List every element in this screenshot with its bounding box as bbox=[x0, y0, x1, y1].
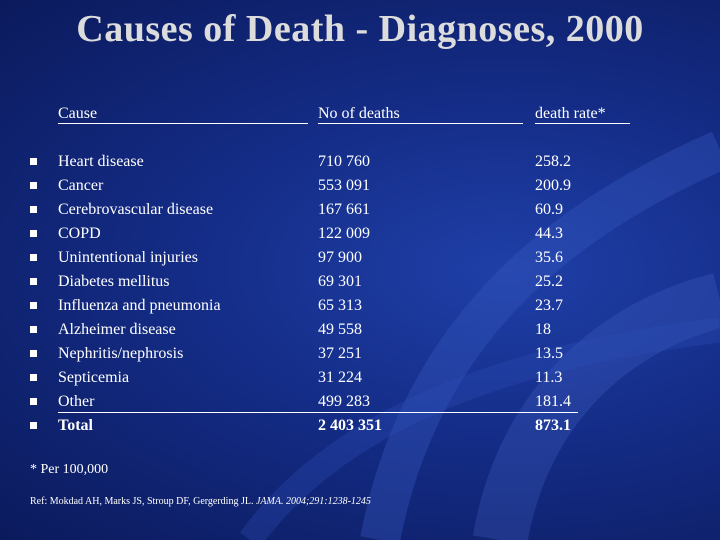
square-bullet-icon bbox=[30, 326, 37, 333]
deaths-cell: 37 251 bbox=[318, 345, 362, 362]
table-row bbox=[0, 200, 720, 224]
rate-cell: 18 bbox=[535, 321, 551, 338]
reference bbox=[30, 496, 371, 507]
rate-cell: 200.9 bbox=[535, 177, 571, 194]
cause-cell: Cerebrovascular disease bbox=[58, 201, 214, 218]
deaths-cell: 553 091 bbox=[318, 177, 370, 194]
rate-cell: 13.5 bbox=[535, 345, 563, 362]
rate-cell: 11.3 bbox=[535, 369, 563, 386]
rate-cell: 25.2 bbox=[535, 273, 563, 290]
square-bullet-icon bbox=[30, 254, 37, 261]
square-bullet-icon bbox=[30, 230, 37, 237]
table-row bbox=[0, 344, 720, 368]
square-bullet-icon bbox=[30, 302, 37, 309]
cause-cell: Other bbox=[58, 392, 318, 413]
rate-cell: 181.4 bbox=[535, 392, 578, 413]
rate-cell: 35.6 bbox=[535, 249, 563, 266]
square-bullet-icon bbox=[30, 206, 37, 213]
table-row bbox=[0, 224, 720, 248]
rate-cell: 258.2 bbox=[535, 153, 571, 170]
square-bullet-icon bbox=[30, 350, 37, 357]
table-row bbox=[0, 176, 720, 200]
reference-authors: Ref: Mokdad AH, Marks JS, Stroup DF, Gergerding JL. bbox=[30, 496, 254, 507]
table-row-total bbox=[0, 416, 720, 440]
reference-journal: JAMA. 2004;291:1238-1245 bbox=[255, 496, 371, 507]
header-cause: Cause bbox=[58, 105, 308, 124]
deaths-cell: 499 283 bbox=[318, 392, 535, 413]
deaths-cell: 122 009 bbox=[318, 225, 370, 242]
deaths-cell: 167 661 bbox=[318, 201, 370, 218]
cause-cell: Alzheimer disease bbox=[58, 321, 176, 338]
table-row bbox=[0, 368, 720, 392]
cause-cell: Nephritis/nephrosis bbox=[58, 345, 184, 362]
rate-cell: 23.7 bbox=[535, 297, 563, 314]
square-bullet-icon bbox=[30, 182, 37, 189]
deaths-cell: 710 760 bbox=[318, 153, 370, 170]
table-row bbox=[0, 248, 720, 272]
header-deaths: No of deaths bbox=[318, 105, 523, 124]
rate-cell: 44.3 bbox=[535, 225, 563, 242]
header-rate: death rate* bbox=[535, 105, 630, 124]
footnote: * Per 100,000 bbox=[30, 462, 109, 477]
cause-cell: Diabetes mellitus bbox=[58, 273, 170, 290]
rate-cell: 60.9 bbox=[535, 201, 563, 218]
table-row bbox=[0, 272, 720, 296]
cause-cell: Septicemia bbox=[58, 369, 130, 386]
square-bullet-icon bbox=[30, 278, 37, 285]
cause-cell: Unintentional injuries bbox=[58, 249, 198, 266]
cause-cell: Heart disease bbox=[58, 153, 144, 170]
table-row bbox=[0, 152, 720, 176]
square-bullet-icon bbox=[30, 398, 37, 405]
deaths-cell: 2 403 351 bbox=[318, 417, 382, 434]
table-row bbox=[0, 392, 720, 416]
cause-cell: COPD bbox=[58, 225, 101, 242]
cause-cell: Influenza and pneumonia bbox=[58, 297, 221, 314]
deaths-cell: 49 558 bbox=[318, 321, 362, 338]
table-row bbox=[0, 320, 720, 344]
slide-title: Causes of Death - Diagnoses, 2000 bbox=[76, 8, 644, 50]
deaths-cell: 65 313 bbox=[318, 297, 362, 314]
rate-cell: 873.1 bbox=[535, 417, 571, 434]
square-bullet-icon bbox=[30, 158, 37, 165]
square-bullet-icon bbox=[30, 422, 37, 429]
square-bullet-icon bbox=[30, 374, 37, 381]
deaths-cell: 69 301 bbox=[318, 273, 362, 290]
cause-cell: Cancer bbox=[58, 177, 104, 194]
deaths-cell: 97 900 bbox=[318, 249, 362, 266]
deaths-cell: 31 224 bbox=[318, 369, 362, 386]
cause-cell: Total bbox=[58, 417, 93, 434]
table-row bbox=[0, 296, 720, 320]
